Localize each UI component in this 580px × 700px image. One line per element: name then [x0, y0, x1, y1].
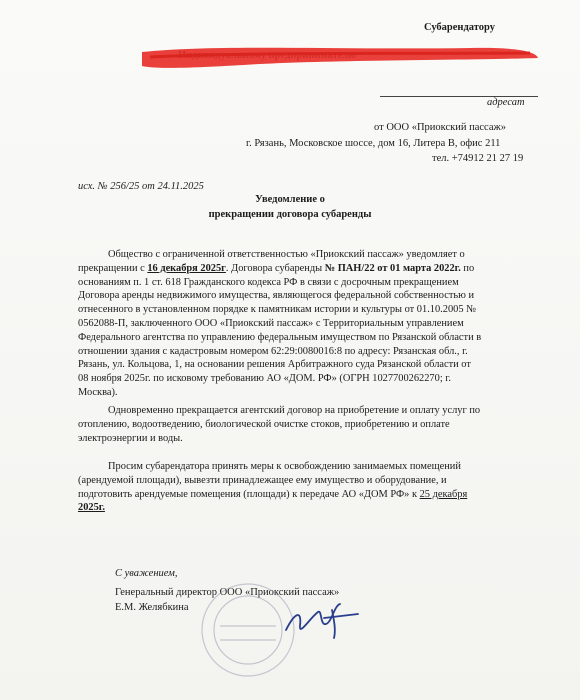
signature-icon: [280, 596, 370, 646]
title-line-1: Уведомление о: [255, 194, 325, 205]
reference-number: исх. № 256/25 от 24.11.2025: [78, 181, 204, 192]
phone-line: тел. +74912 21 27 19: [432, 153, 524, 164]
p3-line: [78, 501, 542, 515]
signer-position: Генеральный директор ООО «Приокский пассаж»: [115, 587, 340, 598]
p3-line: Просим субарендатора принять меры к освобождению занимаемых помещений: [108, 461, 461, 472]
p1-line: отнесенного в установленном порядке к памятникам истории и культуры от 01.10.2005 №: [78, 304, 477, 316]
signer-name: Е.М. Желябкина: [115, 602, 189, 613]
addressee-label: адресат: [487, 97, 525, 108]
paragraph-termination: [78, 248, 542, 400]
paragraph-request: [78, 460, 542, 515]
p1-line: Москва).: [78, 386, 118, 398]
p1-line: основаниям п. 1 ст. 618 Гражданского кодекса РФ в связи с досрочным прекращением: [78, 276, 459, 288]
p1-line: Федерального агентства по управлению федеральным имуществом по Рязанской области в: [78, 331, 482, 343]
p1-line: 08 ноября 2025г. по исковому требованию АО «ДОМ. РФ» (ОГРН 1027700262270; г.: [78, 373, 451, 385]
regards: С уважением,: [115, 568, 178, 579]
deadline-date: 25 декабря: [419, 488, 468, 500]
p3-line: (арендуемой площади), вывезти принадлежащее ему имущество и оборудование, и: [78, 474, 447, 486]
p1-line: прекращении с 16 декабря 2025г. Договора субаренды № ПАН/22 от 01 марта 2022г. по: [78, 262, 475, 274]
title-line-2: прекращении договора субаренды: [208, 209, 372, 220]
p3-line: подготовить арендуемые помещения (площади) к передаче АО «ДОМ РФ» к 25 декабря: [78, 488, 468, 500]
p2-line: электроэнергии и воды.: [78, 432, 183, 444]
contract-number: № ПАН/22 от 01 марта 2022г.: [324, 262, 461, 274]
deadline-year: 2025г.: [78, 502, 105, 514]
p2-line: Одновременно прекращается агентский договор на приобретение и оплату услуг по: [108, 405, 481, 416]
from-line: от ООО «Приокский пассаж»: [374, 122, 507, 133]
paragraph-agency: [78, 404, 542, 445]
p1-line: 0562088-П, заключенного ООО «Приокский пассаж» с Территориальным управлением: [78, 317, 464, 329]
p1-line: Общество с ограниченной ответственностью «Приокский пассаж» уведомляет о: [108, 249, 465, 260]
p1-line: Договора аренды недвижимого имущества, являющегося федеральной собственностью и: [78, 290, 475, 302]
p1-line: отношении здания с кадастровым номером 62:29:0080016:8 по адресу: Рязанская обл., г.: [78, 345, 468, 357]
address-line: г. Рязань, Московское шоссе, дом 16, Литера В, офис 211: [246, 138, 501, 149]
recipient-title: Субарендатору: [424, 22, 495, 33]
p1-line: Рязань, ул. Кольцова, 1, на основании решения Арбитражного суда Рязанской области от: [78, 359, 471, 371]
termination-date: 16 декабря 2025г: [147, 262, 226, 274]
p2-line: отоплению, водоотведению, биологической очистке стоков, приобретению и оплате: [78, 418, 450, 430]
